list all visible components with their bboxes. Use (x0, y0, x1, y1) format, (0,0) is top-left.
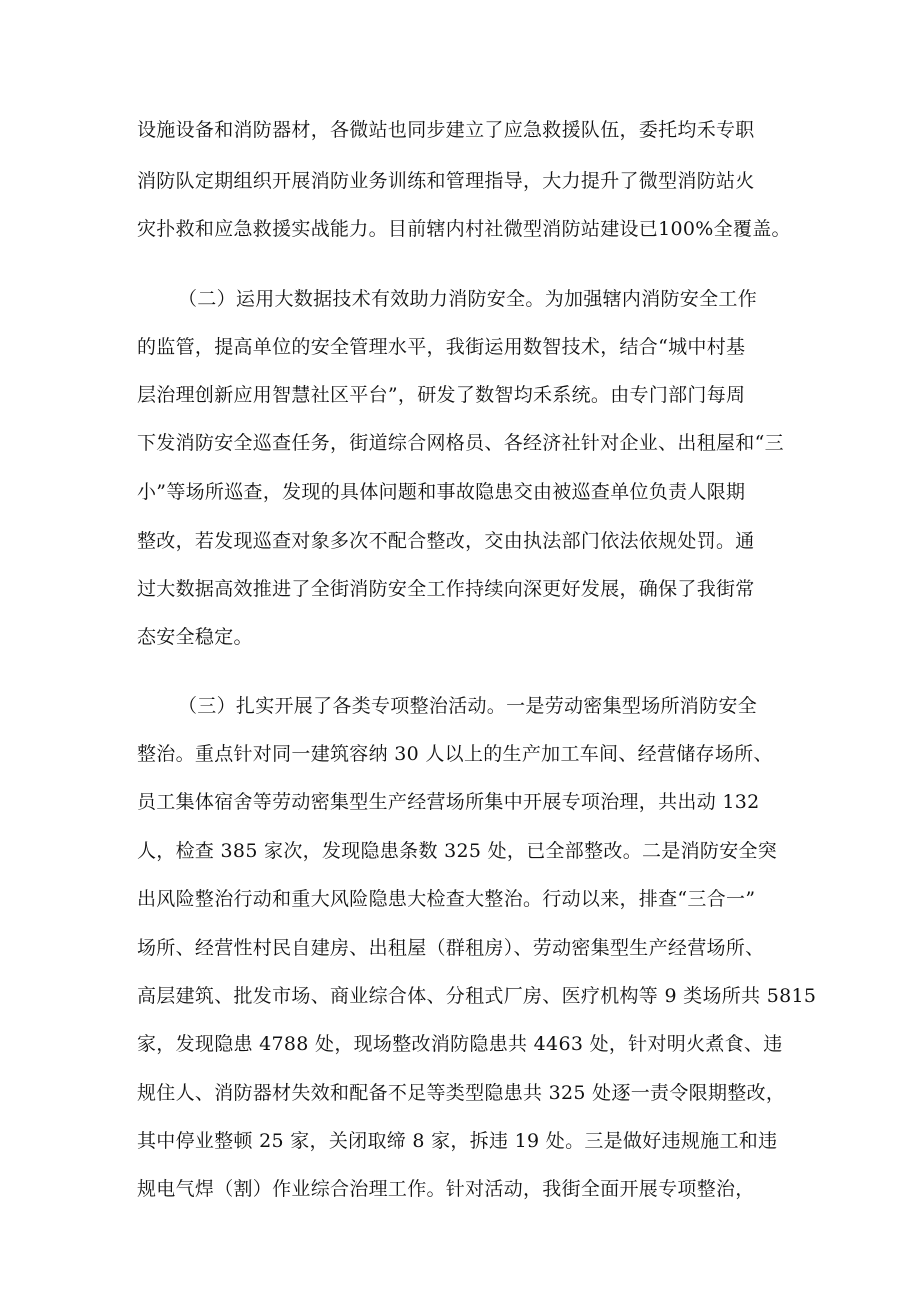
paragraph-line: 其中停业整顿 25 家，关闭取缔 8 家，拆违 19 处。三是做好违规施工和违 (137, 1130, 778, 1152)
paragraph-line: 高层建筑、批发市场、商业综合体、分租式厂房、医疗机构等 9 类场所共 5815 (137, 985, 817, 1007)
paragraph-line: 家，发现隐患 4788 处，现场整改消防隐患共 4463 处，针对明火煮食、违 (137, 1033, 783, 1055)
paragraph-line: 人，检查 385 家次，发现隐患条数 325 处，已全部整改。二是消防安全突 (137, 840, 778, 862)
paragraph-line: 场所、经营性村民自建房、出租屋（群租房）、劳动密集型生产经营场所、 (137, 937, 765, 959)
paragraph-line: 小”等场所巡查，发现的具体问题和事故隐患交由被巡查单位负责人限期 (137, 481, 746, 503)
paragraph-line: （二）运用大数据技术有效助力消防安全。为加强辖内消防安全工作 (178, 288, 758, 310)
paragraph-line: 整治。重点针对同一建筑容纳 30 人以上的生产加工车间、经营储存场所、 (137, 743, 773, 765)
paragraph-line: 下发消防安全巡查任务，街道综合网格员、各经济社针对企业、出租屋和“三 (137, 432, 784, 454)
paragraph-line: 的监管，提高单位的安全管理水平，我街运用数智技术，结合“城中村基 (137, 336, 746, 358)
paragraph-line: （三）扎实开展了各类专项整治活动。一是劳动密集型场所消防安全 (178, 695, 758, 717)
paragraph-line: 设施设备和消防器材，各微站也同步建立了应急救援队伍，委托均禾专职 (137, 119, 755, 141)
paragraph-line: 规住人、消防器材失效和配备不足等类型隐患共 325 处逐一责令限期整改， (137, 1082, 786, 1104)
paragraph-line: 出风险整治行动和重大风险隐患大检查大整治。行动以来，排查“三合一” (137, 888, 756, 910)
paragraph-line: 整改，若发现巡查对象多次不配合整改，交由执法部门依法依规处罚。通 (137, 530, 755, 552)
paragraph-line: 员工集体宿舍等劳动密集型生产经营场所集中开展专项治理，共出动 132 (137, 791, 760, 813)
paragraph-line: 态安全稳定。 (137, 626, 253, 648)
paragraph-line: 消防队定期组织开展消防业务训练和管理指导，大力提升了微型消防站火 (137, 170, 755, 192)
paragraph-line: 规电气焊（割）作业综合治理工作。针对活动，我街全面开展专项整治， (137, 1178, 755, 1200)
paragraph-line: 层治理创新应用智慧社区平台”，研发了数智均禾系统。由专门部门每周 (137, 384, 746, 406)
paragraph-line: 过大数据高效推进了全街消防安全工作持续向深更好发展，确保了我街常 (137, 578, 755, 600)
paragraph-line: 灾扑救和应急救援实战能力。目前辖内村社微型消防站建设已100%全覆盖。 (137, 218, 791, 240)
